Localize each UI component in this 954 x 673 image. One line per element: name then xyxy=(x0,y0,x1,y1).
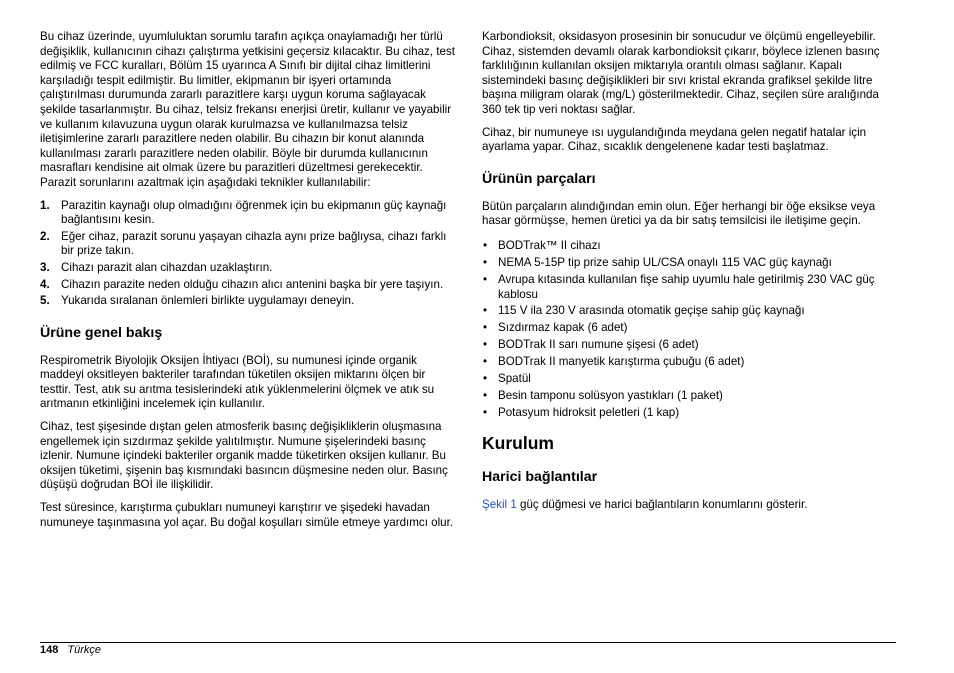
bullet-icon: • xyxy=(483,304,488,318)
step-number: 2. xyxy=(40,229,50,243)
step-text: Yukarıda sıralanan önlemleri birlikte uygulamayı deneyin. xyxy=(61,294,355,308)
page-footer xyxy=(40,644,101,656)
bullet-icon: • xyxy=(483,238,488,252)
bullet-icon: • xyxy=(483,272,488,286)
parts-list xyxy=(482,239,900,421)
bullet-icon: • xyxy=(483,372,488,386)
figure-reference-text: güç düğmesi ve harici bağlantıların konumlarını gösterir. xyxy=(516,497,808,511)
part-text: Besin tamponu solüsyon yastıkları (1 paket) xyxy=(498,389,723,403)
step-text: Cihazı parazit alan cihazdan uzaklaştırın. xyxy=(61,260,273,274)
part-text: Potasyum hidroksit peletleri (1 kap) xyxy=(498,406,680,420)
list-item xyxy=(482,304,900,319)
figure-1-link[interactable]: Şekil 1 xyxy=(482,497,517,511)
figure-reference-paragraph xyxy=(482,498,900,513)
list-item xyxy=(40,278,456,293)
bullet-icon: • xyxy=(483,321,488,335)
right-column xyxy=(482,30,900,521)
list-item xyxy=(40,294,456,309)
overview-paragraph-1: Respirometrik Biyolojik Oksijen İhtiyacı (BOİ), su numunesi içinde organik maddeyi oksitleyen bakteriler tarafından tüketilen oksijen miktarını ölçen bir testtir. Test, atık su arıtma tesislerindeki atık yüklenmelerini ölçmek ve atık su arıtmanın etkinliğini incelemek için kullanılır. xyxy=(40,353,435,411)
bullet-icon: • xyxy=(483,338,488,352)
part-text: NEMA 5-15P tip prize sahip UL/CSA onaylı 115 VAC güç kaynağı xyxy=(498,255,832,269)
part-text: Spatül xyxy=(498,372,531,386)
fcc-paragraph: Bu cihaz üzerinde, uyumluluktan sorumlu tarafın açıkça onaylamadığı her türlü değişiklik, kullanıcının cihazı çalıştırma yetkisini geçersiz kılacaktır. Bu cihaz, test edilmiş ve FCC kuralları, Bölüm 15 uyarınca A Sınıfı bir dijital cihaz limitlerini karşıladığı tespit edilmiştir. Bu limitler, ekipmanın bir işyeri ortamında çalıştırılması durumunda zararlı parazitlere karşı uygun koruma sağlayacak şekilde tasarlanmıştır. Bu cihaz, telsiz frekansı enerjisi üretir, kullanır ve yayabilir ve kullanım kılavuzuna uygun olarak kurulmazsa ve kullanılmazsa telsiz iletişimlerine zararlı parazitlere neden olabilir. Bu cihazın bir konut alanında kullanılması zararlı parazitlere neden olabilir. Böyle bir durumda kullanıcının masrafları kendisine ait olmak üzere bu parazitleri düzeltmesi gerekecektir. Parazit sorunlarını azaltmak için aşağıdaki teknikler kullanılabilir: xyxy=(40,30,455,189)
overview-paragraph-3: Test süresince, karıştırma çubukları numuneyi karıştırır ve şişedeki havadan numuneye taşınmasına yol açar. Bu doğal koşulları simüle etmeye yardımcı olur. xyxy=(40,501,454,529)
part-text: BODTrak II sarı numune şişesi (6 adet) xyxy=(498,338,699,352)
step-text: Eğer cihaz, parazit sorunu yaşayan cihazla aynı prize bağlıysa, cihazı farklı bir prize takın. xyxy=(61,229,447,258)
list-item xyxy=(482,273,900,302)
overview-paragraph-2: Cihaz, test şişesinde dıştan gelen atmosferik basınç değişikliklerin oluşmasına engellemek için sızdırmaz şekilde yalıtılmıştır. Numune şişelerindeki basınç izlenir. Numune içindeki bakteriler organik madde tüketirken oksijen kullanır. Bu oksijen tüketimi, şişenin baş kısmındaki basıncın düşmesine neden olur. Basınç düşüşü doğrudan BOİ ile ilişkilidir. xyxy=(40,420,448,492)
footer-language: Türkçe xyxy=(67,644,102,656)
list-item xyxy=(482,355,900,370)
part-text: 115 V ila 230 V arasında otomatik geçişe sahip güç kaynağı xyxy=(498,304,805,318)
list-item xyxy=(40,230,456,259)
step-number: 1. xyxy=(40,198,50,212)
installation-heading: Kurulum xyxy=(482,432,554,453)
list-item xyxy=(482,372,900,387)
carbon-dioxide-paragraph: Karbondioksit, oksidasyon prosesinin bir sonucudur ve ölçümü engelleyebilir. Cihaz, sistemden devamlı olarak karbondioksit çıkarır, böylece izlenen basınç farklılığının kullanılan oksijen miktarıyla orantılı olması sağlanır. Kapalı sistemindeki basınç değişiklikleri bir sıvı kristal ekranda grafiksel şekilde litre başına miligram olarak (mg/L) gösterilmektedir. Cihaz, seçilen süre aralığında 360 tek tip veri noktası sağlar. xyxy=(482,30,880,116)
overview-heading: Ürüne genel bakış xyxy=(40,324,163,341)
interference-steps-list xyxy=(40,199,456,309)
page-number: 148 xyxy=(40,644,59,656)
step-number: 3. xyxy=(40,260,50,274)
list-item xyxy=(482,389,900,404)
bullet-icon: • xyxy=(483,355,488,369)
step-number: 5. xyxy=(40,294,50,308)
step-text: Parazitin kaynağı olup olmadığını öğrenmek için bu ekipmanın güç kaynağı bağlantısını kesin. xyxy=(61,198,447,227)
bullet-icon: • xyxy=(483,255,488,269)
step-number: 4. xyxy=(40,277,50,291)
bullet-icon: • xyxy=(483,389,488,403)
parts-heading: Ürünün parçaları xyxy=(482,170,596,187)
part-text: Sızdırmaz kapak (6 adet) xyxy=(498,321,628,335)
list-item xyxy=(40,261,456,276)
list-item xyxy=(482,338,900,353)
part-text: BODTrak™ II cihazı xyxy=(498,238,601,252)
parts-intro: Bütün parçaların alındığından emin olun. Eğer herhangi bir öğe eksikse veya hasar görmüşse, hemen üretici ya da bir satış temsilcisi ile iletişime geçin. xyxy=(482,199,876,228)
list-item xyxy=(482,321,900,336)
external-connections-heading: Harici bağlantılar xyxy=(482,468,598,485)
footer-divider xyxy=(40,642,896,643)
part-text: Avrupa kıtasında kullanılan fişe sahip uyumlu hale getirilmiş 230 VAC güç kablosu xyxy=(498,272,875,301)
list-item xyxy=(482,256,900,271)
bullet-icon: • xyxy=(483,406,488,420)
list-item xyxy=(482,406,900,421)
temperature-paragraph: Cihaz, bir numuneye ısı uygulandığında meydana gelen negatif hatalar için ayarlama yapar. Cihaz, sıcaklık dengelenene kadar testi başlatmaz. xyxy=(482,125,867,154)
left-column xyxy=(40,30,456,538)
part-text: BODTrak II manyetik karıştırma çubuğu (6 adet) xyxy=(498,355,745,369)
step-text: Cihazın parazite neden olduğu cihazın alıcı antenini başka bir yere taşıyın. xyxy=(61,277,444,291)
list-item xyxy=(40,199,456,228)
list-item xyxy=(482,239,900,254)
